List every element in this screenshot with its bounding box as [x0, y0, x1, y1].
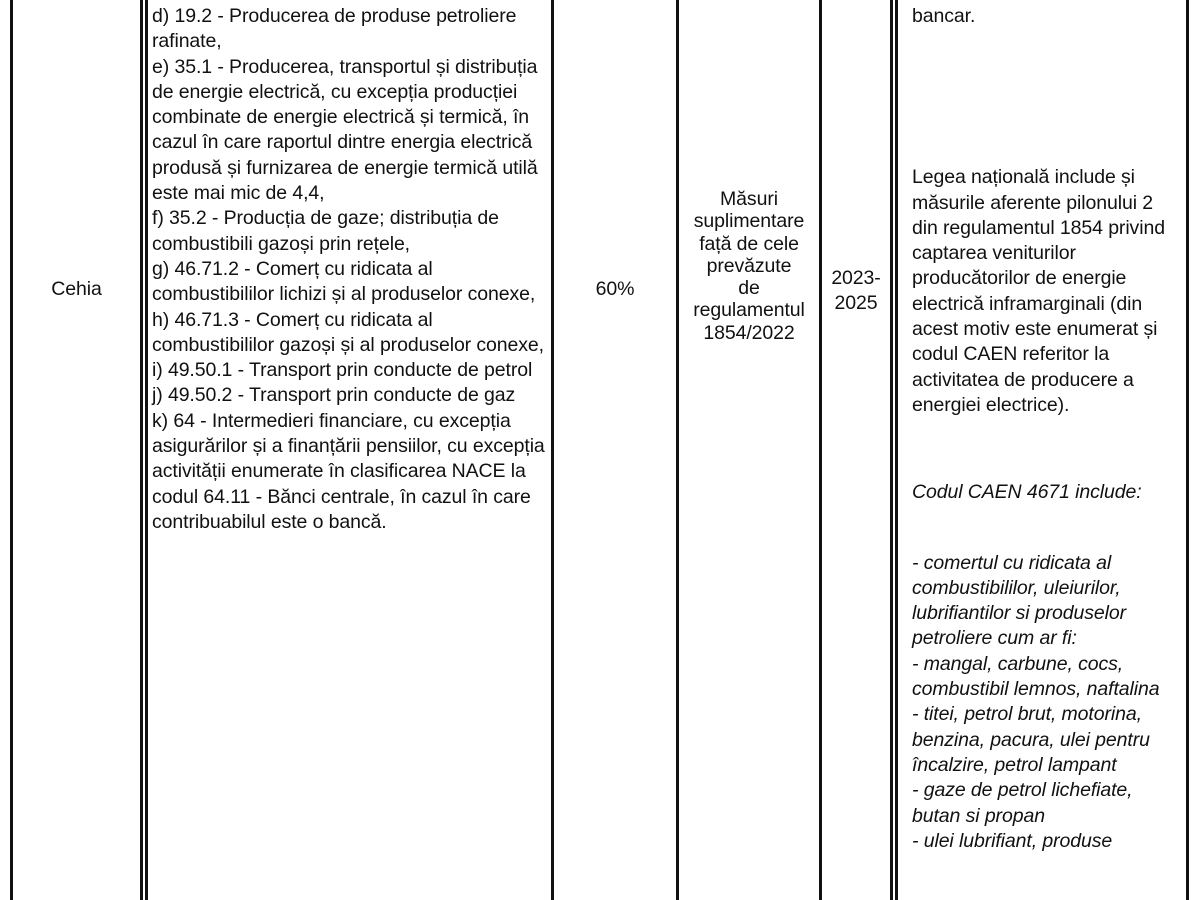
activity-f: f) 35.2 - Producția de gaze; distribuția de combustibili gazoși prin rețele, — [152, 207, 499, 255]
period-cell — [822, 266, 890, 317]
period-start: 2023- — [831, 267, 881, 289]
notes-law: Legea națională include și măsurile aferente pilonului 2 din regulamentul 1854 privind captarea veniturilor producătorilor de energie electrică inframarginali (din acest motiv este enumerat și codul CAEN referitor la activitatea de producere a energiei electrice). — [912, 166, 1165, 416]
table-border-left — [10, 0, 13, 900]
table-border-right — [1186, 0, 1189, 900]
table-border-1 — [140, 0, 143, 900]
activity-j: j) 49.50.2 - Transport prin conducte de gaz — [152, 384, 516, 407]
caen-heading: Codul CAEN 4671 include: — [912, 481, 1142, 504]
table-border-5 — [819, 0, 822, 900]
period-end: 2025 — [834, 292, 878, 315]
table-border-7 — [895, 0, 898, 900]
measures-line: 1854/2022 — [703, 321, 795, 344]
caen-item: - gaze de petrol lichefiate, butan si propan — [912, 779, 1133, 827]
notes-cell — [912, 4, 1184, 854]
measures-line: regulamentul — [693, 299, 805, 322]
country-name: Cehia — [51, 278, 102, 300]
measures-cell — [679, 188, 819, 344]
activity-d: d) 19.2 - Producerea de produse petroliere rafinate, — [152, 5, 517, 53]
measures-line: prevăzute — [706, 254, 792, 277]
activity-g: g) 46.71.2 - Comerț cu ridicata al combustibililor lichizi și al produselor conexe, — [152, 257, 536, 306]
table-border-3 — [551, 0, 554, 900]
measures-line: față de cele — [699, 232, 799, 255]
table-border-6 — [890, 0, 893, 900]
caen-item: - comertul cu ridicata al combustibililor, uleiurilor, lubrifiantilor si produselor petroliere cum ar fi: — [912, 551, 1126, 650]
caen-item: - ulei lubrifiant, produse — [912, 829, 1113, 852]
activity-i: i) 49.50.1 - Transport prin conducte de petrol — [152, 359, 533, 382]
table-border-2 — [145, 0, 148, 900]
activity-e: e) 35.1 - Producerea, transportul și distribuția de energie electrică, cu excepția producției combinate de energie electrică și termică, în cazul în care raportul dintre energia electrică produsă și furnizarea de energie termică utilă este mai mic de 4,4, — [152, 55, 538, 205]
rate-value: 60% — [595, 278, 635, 300]
country-cell — [13, 277, 140, 302]
table-border-4 — [676, 0, 679, 900]
rate-cell — [554, 277, 676, 302]
caen-item: - mangal, carbune, cocs, combustibil lemnos, naftalina — [912, 652, 1160, 701]
activities-cell — [152, 4, 548, 535]
measures-line: de — [738, 277, 760, 300]
caen-item: - titei, petrol brut, motorina, benzina, pacura, ulei pentru încalzire, petrol lampant — [912, 703, 1150, 776]
measures-line: suplimentare — [693, 210, 805, 233]
notes-top: bancar. — [912, 5, 976, 27]
measures-line: Măsuri — [720, 188, 778, 210]
activity-k: k) 64 - Intermedieri financiare, cu excepția asigurărilor și a finanțării pensiilor, cu excepția activității enumerate în clasificarea NACE la codul 64.11 - Bănci centrale, în cazul în care contribuabilul este o bancă. — [152, 409, 545, 533]
activity-h: h) 46.71.3 - Comerț cu ridicata al combustibililor gazoși și al produselor conexe, — [152, 308, 544, 356]
